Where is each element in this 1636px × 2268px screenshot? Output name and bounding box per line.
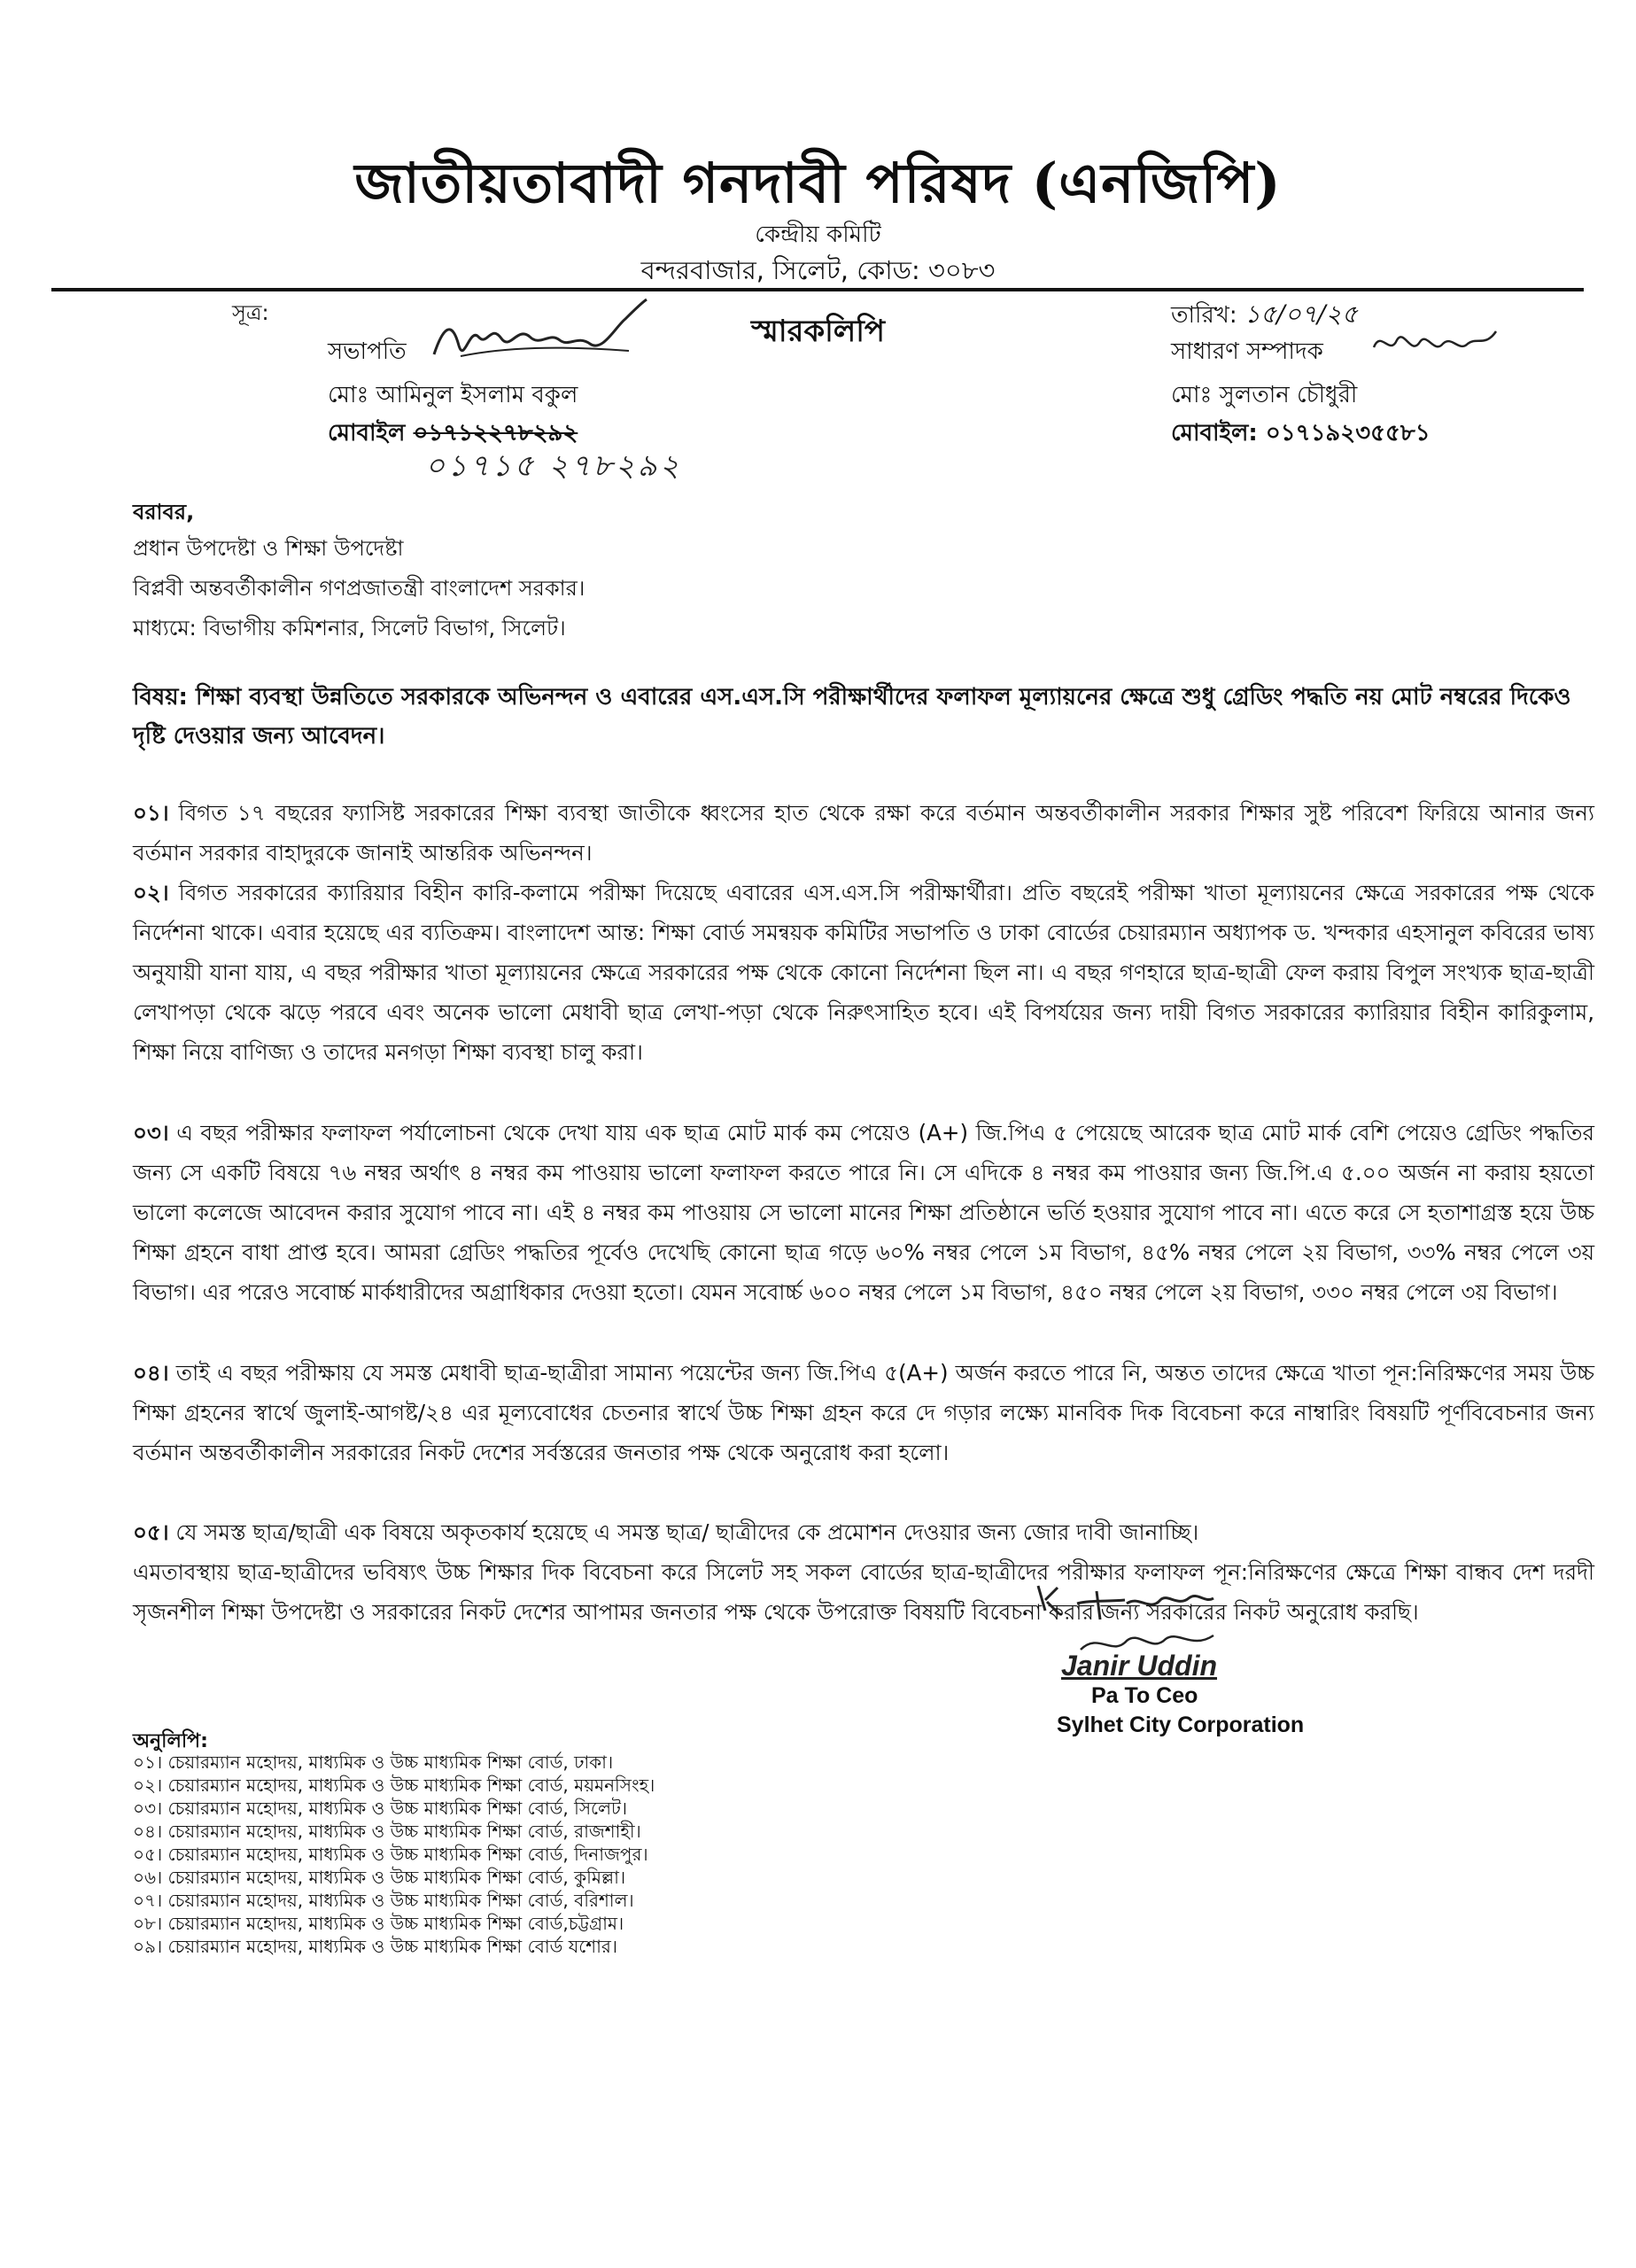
committee-label: কেন্দ্রীয় কমিটি [755,221,881,248]
cc-item: ০৮। চেয়ারম্যান মহোদয়, মাধ্যমিক ও উচ্চ মাধ্যমিক শিক্ষা বোর্ড,চট্টগ্রাম। [133,1913,624,1934]
subject-line: বিষয়: শিক্ষা ব্যবস্থা উন্নতিতে সরকারকে অভিনন্দন ও এবারের এস.এস.সি পরীক্ষার্থীদের ফলাফল মূল্যায়নের ক্ষেত্রে শুধু গ্রেডিং পদ্ধতি নয় মোট নম্বরের দিকেও দৃষ্টি দেওয়ার জন্য আবেদন। [133,684,1571,750]
organization-address: বন্দরবাজার, সিলেট, কোড: ৩০৮৩ [640,255,996,285]
secretary-role: সাধারণ সম্পাদক [1171,338,1323,365]
president-name: মোঃ আমিনুল ইসলাম বকুল [328,382,578,408]
paragraph-3-number: ০৩। [133,1120,169,1146]
date-label: তারিখ: [1171,302,1237,329]
cc-item: ০৬। চেয়ারম্যান মহোদয়, মাধ্যমিক ও উচ্চ মাধ্যমিক শিক্ষা বোর্ড, কুমিল্লা। [133,1867,626,1888]
paragraph-4-number: ০৪। [133,1360,169,1386]
paragraph-2-number: ০২। [133,880,169,905]
president-mobile-struck: ০১৭১২২৭৮২৯২ [413,420,578,447]
recipient-line-2: বিপ্লবী অন্তবর্তীকালীন গণপ্রজাতন্ত্রী বাংলাদেশ সরকার। [133,576,585,601]
recipient-line-3: মাধ্যমে: বিভাগীয় কমিশনার, সিলেট বিভাগ, সিলেট। [133,616,566,641]
paragraph-1-text: বিগত ১৭ বছরের ফ্যাসিষ্ট সরকারের শিক্ষা ব্যবস্থা জাতীকে ধ্বংসের হাত থেকে রক্ষা করে বর্তমান অন্তবর্তীকালীন সরকার শিক্ষার সুষ্ট পরিবেশ ফিরিয়ে আনার জন্য বর্তমান সরকার বাহাদুরকে জানাই আন্তরিক অভিনন্দন। [133,800,1594,866]
paragraph-5 [133,1512,1594,1552]
paragraph-1 [133,793,1594,873]
cc-item: ০৭। চেয়ারম্যান মহোদয়, মাধ্যমিক ও উচ্চ মাধ্যমিক শিক্ষা বোর্ড, বরিশাল। [133,1890,634,1911]
header-divider [51,288,1584,291]
cc-item: ০৩। চেয়ারম্যান মহোদয়, মাধ্যমিক ও উচ্চ মাধ্যমিক শিক্ষা বোর্ড, সিলেট। [133,1798,628,1819]
cc-item: ০২। চেয়ারম্যান মহোদয়, মাধ্যমিক ও উচ্চ মাধ্যমিক শিক্ষা বোর্ড, ময়মনসিংহ। [133,1775,655,1796]
paragraph-3-text: এ বছর পরীক্ষার ফলাফল পর্যালোচনা থেকে দেখা যায় এক ছাত্র মোট মার্ক কম পেয়েও (A+) জি.পিএ ৫ পেয়েছে আরেক ছাত্র মোট মার্ক বেশি পেয়েও গ্রেডিং পদ্ধতির জন্য সে একটি বিষয়ে ৭৬ নম্বর অর্থাৎ ৪ নম্বর কম পাওয়ায় ভালো ফলাফল করতে পারে নি। সে এদিকে ৪ নম্বর কম পাওয়ার জন্য জি.পি.এ ৫.০০ অর্জন না করায় হয়তো ভালো কলেজে আবেদন করার সুযোগ পাবে না। এই ৪ নম্বর কম পাওয়ায় সে ভালো মানের শিক্ষা প্রতিষ্ঠানে ভর্তি হওয়ার সুযোগ পাবে না। এতে করে সে হতাশাগ্রস্ত হয়ে উচ্চ শিক্ষা গ্রহনে বাধা প্রাপ্ত হবে। আমরা গ্রেডিং পদ্ধতির পূর্বেও দেখেছি কোনো ছাত্র গড়ে ৬০% নম্বর পেলে ১ম বিভাগ, ৪৫% নম্বর পেলে ২য় বিভাগ, ৩৩% নম্বর পেলে ৩য় বিভাগ। এর পরেও সবোর্চ্চ মার্কধারীদের অগ্রাধিকার দেওয়া হতো। যেমন সবোর্চ্চ ৬০০ নম্বর পেলে ১ম বিভাগ, ৪৫০ নম্বর পেলে ২য় বিভাগ, ৩৩০ নম্বর পেলে ৩য় বিভাগ। [133,1120,1594,1305]
reference-label: সূত্র: [232,300,269,325]
organization-title: জাতীয়তাবাদী গনদাবী পরিষদ (এনজিপি) [354,151,1282,215]
paragraph-1-number: ০১। [133,800,169,826]
memo-title: স্মারকলিপি [750,314,886,349]
receiver-name: Janir Uddin [1061,1650,1218,1682]
president-mobile-handwritten: ০১৭১৫ ২৭৮২৯২ [425,448,682,484]
date-value: ১৫/০৭/২৫ [1244,299,1358,329]
paragraph-2-text: বিগত সরকারের ক্যারিয়ার বিহীন কারি-কলামে পরীক্ষা দিয়েছে এবারের এস.এস.সি পরীক্ষার্থীরা। প্রতি বছরেই পরীক্ষা খাতা মূল্যায়নের ক্ষেত্রে সরকারের পক্ষ থেকে নির্দেশনা থাকে। এবার হয়েছে এর ব্যতিক্রম। বাংলাদেশ আন্ত: শিক্ষা বোর্ড সমন্বয়ক কমিটির সভাপতি ও ঢাকা বোর্ডের চেয়ারম্যান অধ্যাপক ড. খন্দকার এহসানুল কবিরের ভাষ্য অনুযায়ী যানা যায়, এ বছর পরীক্ষার খাতা মূল্যায়নের ক্ষেত্রে সরকারের পক্ষ থেকে কোনো নির্দেশনা ছিল না। এ বছর গণহারে ছাত্র-ছাত্রী ফেল করায় বিপুল সংখ্যক ছাত্র-ছাত্রী লেখাপড়া থেকে ঝড়ে পরবে এবং অনেক ভালো মেধাবী ছাত্র লেখা-পড়া থেকে নিরুৎসাহিত হবে। এই বিপর্যয়ের জন্য দায়ী বিগত সরকারের ক্যারিয়ার বিহীন কারিকুলাম, শিক্ষা নিয়ে বাণিজ্য ও তাদের মনগড়া শিক্ষা ব্যবস্থা চালু করা। [133,880,1594,1065]
president-mobile-label: মোবাইল [328,420,406,447]
secretary-mobile: মোবাইল: ০১৭১৯২৩৫৫৮১ [1171,420,1431,447]
date-line [1171,295,1358,337]
secretary-name: মোঃ সুলতান চৌধুরী [1171,382,1358,408]
paragraph-2 [133,873,1594,1072]
cc-item: ০৫। চেয়ারম্যান মহোদয়, মাধ্যমিক ও উচ্চ মাধ্যমিক শিক্ষা বোর্ড, দিনাজপুর। [133,1844,648,1865]
paragraph-5-text: যে সমস্ত ছাত্র/ছাত্রী এক বিষয়ে অকৃতকার্য হয়েছে এ সমস্ত ছাত্র/ ছাত্রীদের কে প্রমোশন দেওয়ার জন্য জোর দাবী জানাচ্ছি। [168,1519,1199,1545]
recipient-salutation: বরাবর, [133,500,195,524]
president-signature [425,292,655,372]
paragraph-4 [133,1353,1594,1472]
receiver-organization: Sylhet City Corporation [1057,1713,1305,1737]
cc-item: ০৯। চেয়ারম্যান মহোদয়, মাধ্যমিক ও উচ্চ মাধ্যমিক শিক্ষা বোর্ড যশোর। [133,1936,618,1957]
recipient-line-1: প্রধান উপদেষ্টা ও শিক্ষা উপদেষ্টা [133,536,404,561]
paragraph-3 [133,1113,1594,1312]
closing-paragraph: এমতাবস্থায় ছাত্র-ছাত্রীদের ভবিষ্যৎ উচ্চ শিক্ষার দিক বিবেচনা করে সিলেট সহ সকল বোর্ডের ছাত্র-ছাত্রীদের পরীক্ষার ফলাফল পূন:নিরিক্ষণের ক্ষেত্রে শিক্ষা বান্ধব দেশ দরদী সৃজনশীল শিক্ষা উপদেষ্টা ও সরকারের নিকট দেশের আপামর জনতার পক্ষ থেকে উপরোক্ত বিষয়টি বিবেচনা করার জন্য সরকারের নিকট অনুরোধ করছি। [133,1559,1594,1625]
president-role: সভাপতি [328,338,407,365]
cc-list [133,1751,655,1958]
secretary-signature [1369,321,1501,365]
receiver-title: Pa To Ceo [1091,1683,1198,1708]
paragraph-4-text: তাই এ বছর পরীক্ষায় যে সমস্ত মেধাবী ছাত্র-ছাত্রীরা সামান্য পয়েন্টের জন্য জি.পিএ ৫(A+) অর্জন করতে পারে নি, অন্তত তাদের ক্ষেত্রে খাতা পূন:নিরিক্ষণের সময় উচ্চ শিক্ষা গ্রহনের স্বার্থে জুলাই-আগষ্ট/২৪ এর মূল্যবোধের চেতনার স্বার্থে উচ্চ শিক্ষা গ্রহন করে দে গড়ার লক্ষ্যে মানবিক দিক বিবেচনা করে নাম্বারিং বিষয়টি পূর্ণবিবেচনার জন্য বর্তমান অন্তবর্তীকালীন সরকারের নিকট দেশের সর্বস্তরের জনতার পক্ষ থেকে অনুরোধ করা হলো। [133,1360,1594,1465]
cc-item: ০৪। চেয়ারম্যান মহোদয়, মাধ্যমিক ও উচ্চ মাধ্যমিক শিক্ষা বোর্ড, রাজশাহী। [133,1821,641,1842]
paragraph-5-number: ০৫। [133,1519,169,1545]
cc-item: ০১। চেয়ারম্যান মহোদয়, মাধ্যমিক ও উচ্চ মাধ্যমিক শিক্ষা বোর্ড, ঢাকা। [133,1751,614,1773]
cc-title: অনুলিপি: [133,1730,208,1752]
